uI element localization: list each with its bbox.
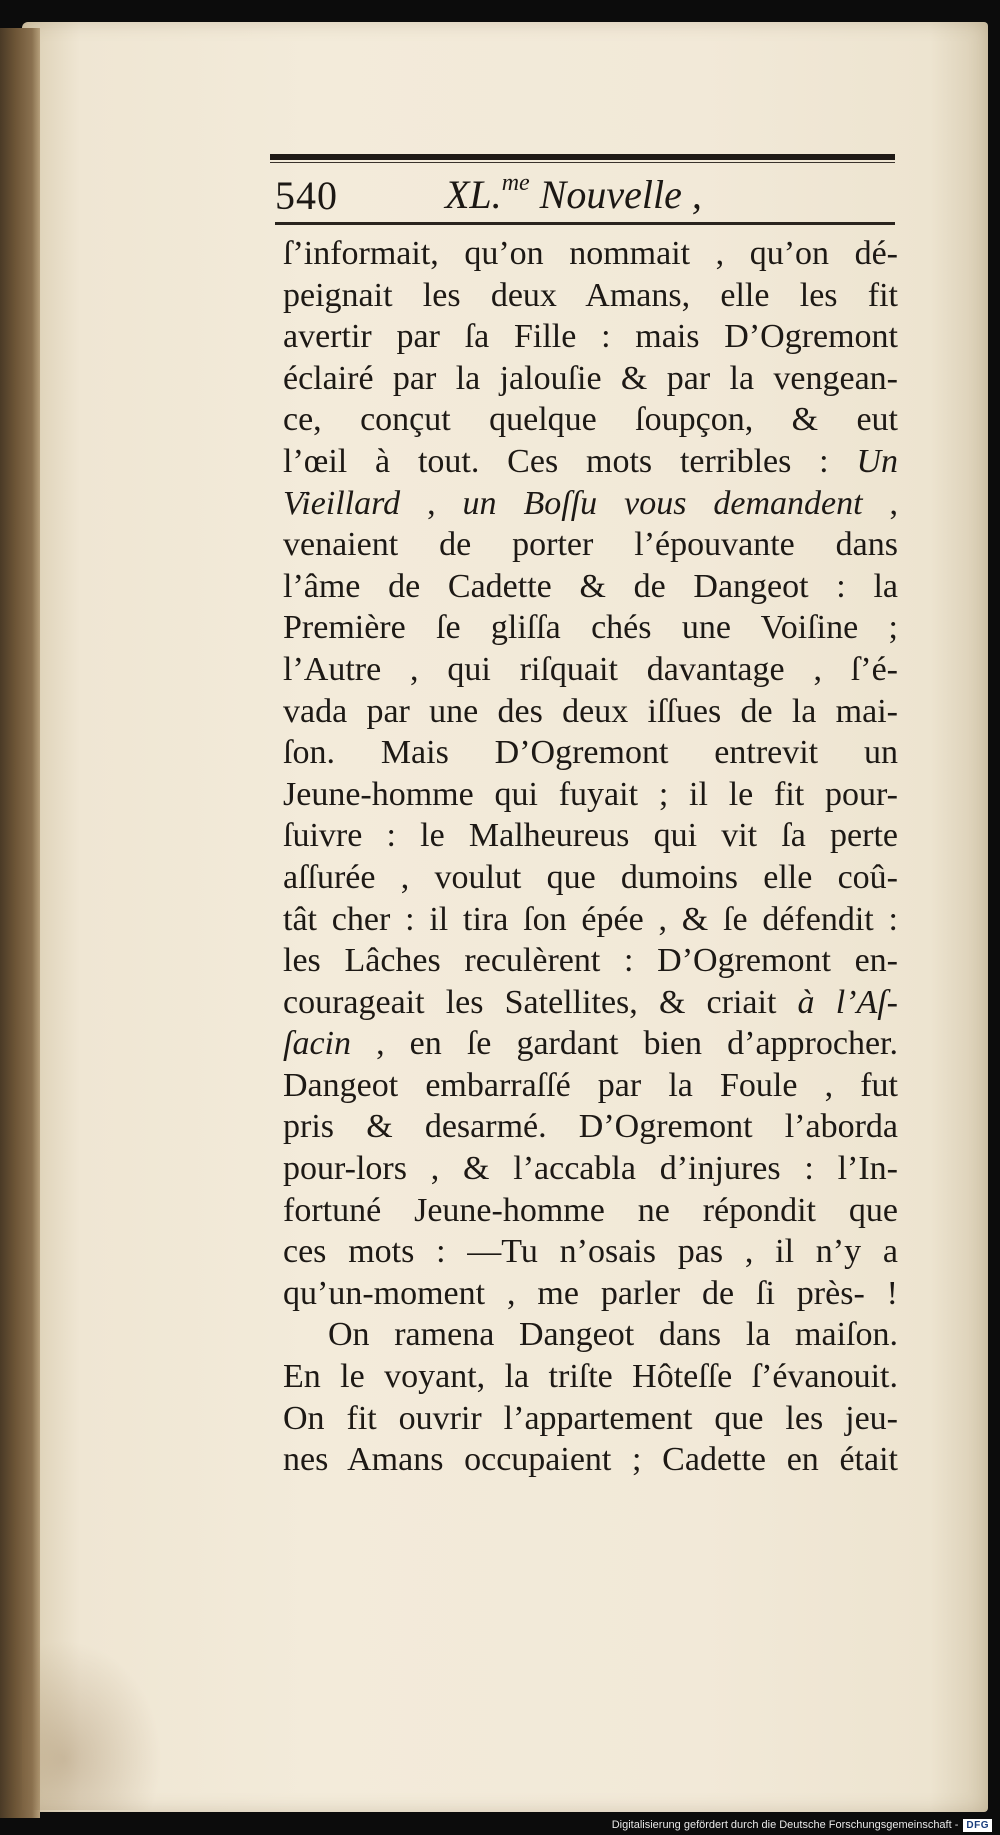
- italic-bossu: un Boſſu vous demandent: [462, 484, 863, 522]
- italic-a-lassacin: à l’Aſ-: [797, 983, 899, 1021]
- text-line-28: En le voyant, la triſte Hôteſſe ſ’évanouit.: [283, 1358, 898, 1396]
- chapter-title-main: XL.: [445, 172, 502, 217]
- text-line-4: éclairé par la jalouſie & par la vengean-: [283, 359, 898, 397]
- italic-sacin: ſacin: [283, 1025, 351, 1063]
- text-line-24: fortuné Jeune-homme ne répondit que: [283, 1191, 898, 1229]
- comma-1: ,: [427, 484, 436, 522]
- text-line-22: pris & desarmé. D’Ogremont l’aborda: [283, 1108, 898, 1146]
- book-spine-edge: [0, 28, 40, 1818]
- text-line-14: Jeune-homme qui fuyait ; il le fit pour-: [283, 775, 898, 813]
- text-line-26: qu’un-moment , me parler de ſi près- !: [283, 1274, 898, 1312]
- text-line-30: nes Amans occupaient ; Cadette en était: [283, 1441, 898, 1479]
- page-stain: [22, 1640, 162, 1810]
- credit-text: Digitalisierung gefördert durch die Deutsche Forschungsgemeinschaft -: [611, 1819, 959, 1831]
- text-line-12: vada par une des deux iſſues de la mai-: [283, 692, 898, 730]
- italic-vieillard: Vieillard: [283, 484, 401, 522]
- text-line-1: ſ’informait, qu’on nommait , qu’on dé-: [283, 235, 898, 272]
- header-rule-top: [270, 154, 895, 160]
- text-line-6: [283, 441, 898, 483]
- text-line-2: peignait les deux Amans, elle les fit: [283, 276, 898, 314]
- text-line-17: tât cher : il tira ſon épée , & ſe défendit :: [283, 900, 898, 938]
- text-line-13: ſon. Mais D’Ogremont entrevit un: [283, 734, 898, 772]
- text-line-3: avertir par ſa Fille : mais D’Ogremont: [283, 318, 898, 356]
- text-line-27: On ramena Dangeot dans la maiſon.: [328, 1316, 898, 1354]
- comma-2: ,: [889, 484, 899, 522]
- chapter-title-sup: me: [501, 170, 530, 196]
- text-line-15: ſuivre : le Malheureus qui vit ſa perte: [283, 817, 898, 855]
- text-line-19: [283, 982, 898, 1024]
- text-line-16: aſſurée , voulut que dumoins elle coû-: [283, 858, 898, 896]
- page-number: 540: [275, 173, 338, 218]
- digitization-credit: [612, 1815, 992, 1835]
- text-line-11: l’Autre , qui riſquait davantage , ſ’é-: [283, 650, 898, 688]
- text-line-29: On fit ouvrir l’appartement que les jeu-: [283, 1399, 898, 1437]
- text-line-8: venaient de porter l’épouvante dans: [283, 526, 898, 564]
- text-line-5: ce, conçut quelque ſoupçon, & eut: [283, 401, 898, 439]
- text-line-10: Première ſe gliſſa chés une Voiſine ;: [283, 609, 898, 647]
- chapter-title-rest: Nouvelle ,: [529, 172, 702, 217]
- italic-un: Un: [856, 442, 898, 480]
- dfg-logo: DFG: [963, 1819, 992, 1832]
- text-line-23: pour-lors , & l’accabla d’injures : l’In-: [283, 1150, 898, 1188]
- text-line-20-roman: , en ſe gardant bien d’approcher.: [376, 1025, 898, 1063]
- text-line-9: l’âme de Cadette & de Dangeot : la: [283, 567, 898, 605]
- text-line-7: [283, 483, 898, 525]
- text-line-6-roman: l’œil à tout. Ces mots terribles :: [283, 442, 829, 480]
- body-text: [283, 233, 898, 1481]
- text-line-21: Dangeot embarraſſé par la Foule , fut: [283, 1066, 898, 1104]
- text-line-18: les Lâches reculèrent : D’Ogremont en-: [283, 942, 898, 980]
- text-line-20: [283, 1023, 898, 1065]
- header-rule-bottom: [275, 222, 895, 225]
- chapter-title: [445, 170, 702, 218]
- text-line-19-roman: courageait les Satellites, & criait: [283, 983, 777, 1021]
- text-line-25: ces mots : —Tu n’osais pas , il n’y a: [283, 1233, 898, 1271]
- running-head: [275, 166, 895, 226]
